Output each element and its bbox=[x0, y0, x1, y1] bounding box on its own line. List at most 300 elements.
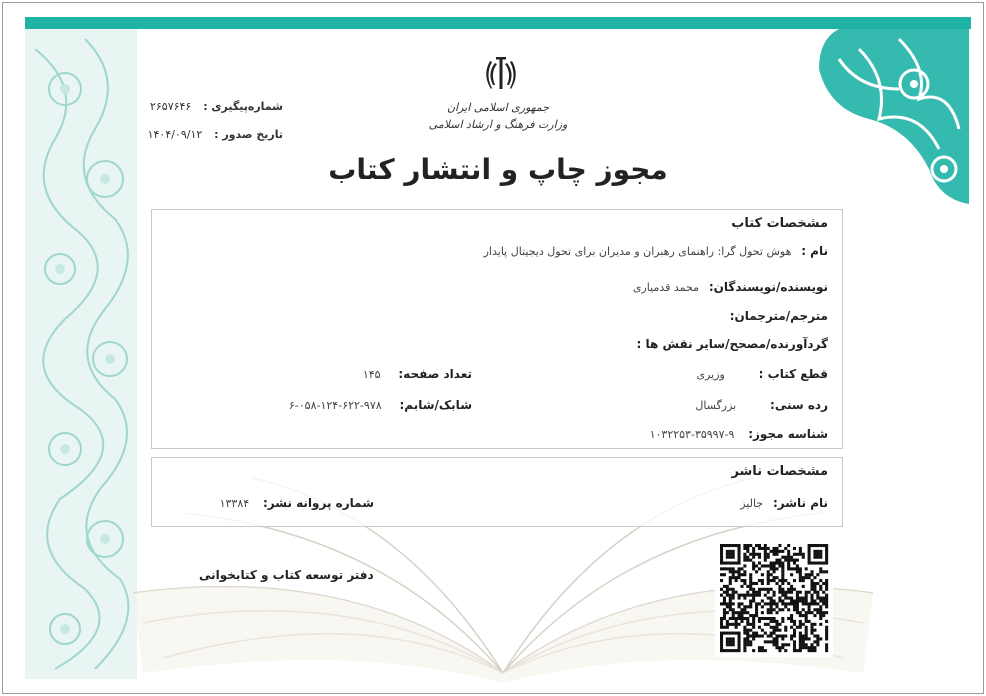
qr-module bbox=[729, 576, 732, 579]
qr-module bbox=[819, 579, 822, 582]
qr-module bbox=[775, 646, 778, 649]
qr-module bbox=[799, 576, 802, 579]
qr-module bbox=[813, 602, 816, 605]
qr-module bbox=[720, 579, 723, 582]
qr-module bbox=[793, 620, 796, 623]
qr-module bbox=[799, 623, 802, 626]
qr-module bbox=[740, 585, 743, 588]
book-name-label: نام : bbox=[801, 244, 828, 258]
top-accent-band bbox=[25, 17, 971, 29]
qr-module bbox=[767, 547, 770, 550]
qr-module bbox=[738, 573, 741, 576]
qr-module bbox=[749, 640, 752, 643]
qr-module bbox=[729, 582, 732, 585]
qr-module bbox=[746, 547, 749, 550]
qr-module bbox=[770, 599, 773, 602]
qr-module bbox=[740, 617, 743, 620]
qr-module bbox=[743, 553, 746, 556]
qr-module bbox=[746, 594, 749, 597]
qr-module bbox=[732, 608, 735, 611]
qr-module bbox=[767, 617, 770, 620]
qr-module bbox=[799, 591, 802, 594]
qr-module bbox=[775, 620, 778, 623]
qr-module bbox=[738, 649, 741, 652]
age-row bbox=[695, 398, 828, 412]
age-label: رده سنی: bbox=[770, 398, 828, 412]
qr-module bbox=[825, 629, 828, 632]
qr-module bbox=[819, 544, 822, 547]
qr-module bbox=[758, 602, 761, 605]
qr-module bbox=[822, 544, 825, 547]
pages-label: تعداد صفحه: bbox=[398, 367, 472, 381]
qr-module bbox=[746, 544, 749, 547]
qr-module bbox=[808, 550, 811, 553]
qr-module bbox=[825, 643, 828, 646]
qr-module bbox=[743, 582, 746, 585]
qr-module bbox=[738, 637, 741, 640]
format-label: قطع کتاب : bbox=[758, 367, 828, 381]
qr-module bbox=[805, 599, 808, 602]
qr-module bbox=[793, 643, 796, 646]
qr-module bbox=[723, 608, 726, 611]
qr-module bbox=[805, 576, 808, 579]
qr-module bbox=[738, 594, 741, 597]
qr-module bbox=[813, 553, 816, 556]
qr-module bbox=[770, 573, 773, 576]
qr-module bbox=[796, 594, 799, 597]
qr-module bbox=[738, 617, 741, 620]
qr-module bbox=[775, 550, 778, 553]
qr-module bbox=[825, 547, 828, 550]
qr-module bbox=[778, 646, 781, 649]
qr-module bbox=[799, 643, 802, 646]
qr-module bbox=[784, 649, 787, 652]
qr-module bbox=[738, 634, 741, 637]
qr-module bbox=[752, 550, 755, 553]
qr-module bbox=[726, 626, 729, 629]
qr-module bbox=[784, 634, 787, 637]
qr-module bbox=[732, 594, 735, 597]
qr-module bbox=[796, 597, 799, 600]
qr-module bbox=[825, 562, 828, 565]
qr-module bbox=[732, 614, 735, 617]
qr-module bbox=[775, 547, 778, 550]
qr-module bbox=[787, 567, 790, 570]
qr-module bbox=[802, 640, 805, 643]
qr-module bbox=[799, 611, 802, 614]
qr-module bbox=[738, 605, 741, 608]
qr-module bbox=[805, 626, 808, 629]
qr-module bbox=[770, 608, 773, 611]
qr-module bbox=[720, 567, 723, 570]
age-value: بزرگسال bbox=[695, 399, 737, 412]
qr-module bbox=[787, 544, 790, 547]
qr-module bbox=[816, 582, 819, 585]
qr-module bbox=[813, 556, 816, 559]
license-id-value: ۹-۳۵۹۹۷-۱۰۳۲۲۵۳ bbox=[649, 428, 735, 441]
qr-module bbox=[726, 605, 729, 608]
qr-module bbox=[805, 597, 808, 600]
qr-module bbox=[802, 614, 805, 617]
qr-module bbox=[816, 594, 819, 597]
qr-module bbox=[726, 640, 729, 643]
qr-module bbox=[723, 626, 726, 629]
qr-module bbox=[781, 564, 784, 567]
qr-module bbox=[749, 559, 752, 562]
qr-module bbox=[738, 559, 741, 562]
qr-module bbox=[746, 550, 749, 553]
qr-module bbox=[793, 605, 796, 608]
qr-module bbox=[761, 564, 764, 567]
qr-module bbox=[813, 629, 816, 632]
qr-module bbox=[764, 547, 767, 550]
qr-module bbox=[738, 632, 741, 635]
qr-module bbox=[784, 547, 787, 550]
qr-module bbox=[805, 594, 808, 597]
qr-module bbox=[746, 643, 749, 646]
qr-module bbox=[781, 556, 784, 559]
qr-module bbox=[720, 573, 723, 576]
qr-module bbox=[720, 637, 723, 640]
qr-module bbox=[813, 640, 816, 643]
qr-module bbox=[758, 588, 761, 591]
qr-module bbox=[743, 643, 746, 646]
qr-module bbox=[802, 579, 805, 582]
qr-module bbox=[729, 544, 732, 547]
qr-module bbox=[746, 632, 749, 635]
qr-module bbox=[799, 626, 802, 629]
qr-module bbox=[796, 602, 799, 605]
qr-module bbox=[732, 611, 735, 614]
qr-module bbox=[784, 605, 787, 608]
qr-module bbox=[799, 597, 802, 600]
qr-module bbox=[749, 576, 752, 579]
qr-module bbox=[767, 573, 770, 576]
tracking-value: ۲۶۵۷۶۴۶ bbox=[149, 100, 192, 113]
qr-module bbox=[738, 553, 741, 556]
qr-module bbox=[743, 617, 746, 620]
qr-module bbox=[735, 617, 738, 620]
qr-module bbox=[813, 576, 816, 579]
qr-module bbox=[729, 602, 732, 605]
qr-module bbox=[773, 637, 776, 640]
qr-module bbox=[720, 588, 723, 591]
qr-module bbox=[790, 585, 793, 588]
qr-module bbox=[773, 632, 776, 635]
qr-module bbox=[799, 637, 802, 640]
qr-module bbox=[790, 626, 793, 629]
qr-module bbox=[758, 634, 761, 637]
qr-module bbox=[773, 599, 776, 602]
qr-module bbox=[743, 556, 746, 559]
qr-module bbox=[778, 599, 781, 602]
isbn-label: شابک/شابم: bbox=[399, 398, 472, 412]
qr-module bbox=[773, 640, 776, 643]
qr-module bbox=[784, 602, 787, 605]
qr-module bbox=[726, 562, 729, 565]
qr-module bbox=[752, 556, 755, 559]
qr-module bbox=[787, 550, 790, 553]
qr-module bbox=[778, 579, 781, 582]
qr-module bbox=[802, 634, 805, 637]
ministry-signature bbox=[423, 99, 573, 133]
qr-module bbox=[793, 602, 796, 605]
qr-module bbox=[819, 605, 822, 608]
qr-module bbox=[767, 634, 770, 637]
qr-module bbox=[770, 605, 773, 608]
qr-module bbox=[787, 608, 790, 611]
qr-module bbox=[778, 544, 781, 547]
qr-module bbox=[723, 611, 726, 614]
qr-module bbox=[773, 553, 776, 556]
qr-module bbox=[778, 629, 781, 632]
qr-module bbox=[732, 643, 735, 646]
qr-module bbox=[796, 553, 799, 556]
qr-module bbox=[767, 564, 770, 567]
publisher-name-row bbox=[740, 496, 828, 510]
qr-module bbox=[787, 617, 790, 620]
qr-module bbox=[746, 634, 749, 637]
qr-module bbox=[732, 597, 735, 600]
qr-module bbox=[790, 614, 793, 617]
qr-module bbox=[816, 602, 819, 605]
qr-module bbox=[808, 611, 811, 614]
qr-module bbox=[738, 547, 741, 550]
qr-module bbox=[752, 553, 755, 556]
qr-module bbox=[740, 567, 743, 570]
qr-module bbox=[729, 567, 732, 570]
qr-module bbox=[752, 582, 755, 585]
qr-module bbox=[773, 643, 776, 646]
qr-module bbox=[726, 594, 729, 597]
authors-label: نویسنده/نویسندگان: bbox=[708, 280, 828, 294]
license-document bbox=[2, 2, 984, 694]
qr-module bbox=[796, 570, 799, 573]
qr-module bbox=[752, 620, 755, 623]
qr-module bbox=[775, 640, 778, 643]
qr-module bbox=[743, 573, 746, 576]
qr-module bbox=[787, 643, 790, 646]
qr-module bbox=[778, 623, 781, 626]
qr-module bbox=[723, 632, 726, 635]
qr-module bbox=[778, 608, 781, 611]
qr-module bbox=[802, 576, 805, 579]
qr-module bbox=[752, 567, 755, 570]
qr-module bbox=[770, 597, 773, 600]
qr-module bbox=[755, 544, 758, 547]
qr-module bbox=[810, 599, 813, 602]
qr-module bbox=[773, 576, 776, 579]
qr-module bbox=[720, 640, 723, 643]
qr-module bbox=[793, 623, 796, 626]
publisher-name-label: نام ناشر: bbox=[772, 496, 828, 510]
qr-module bbox=[775, 611, 778, 614]
qr-module bbox=[778, 597, 781, 600]
qr-module bbox=[749, 573, 752, 576]
qr-module bbox=[729, 570, 732, 573]
qr-module bbox=[764, 623, 767, 626]
qr-module bbox=[808, 608, 811, 611]
qr-module bbox=[808, 573, 811, 576]
qr-module bbox=[793, 567, 796, 570]
qr-module bbox=[738, 646, 741, 649]
qr-module bbox=[749, 588, 752, 591]
qr-module bbox=[781, 579, 784, 582]
qr-module bbox=[773, 620, 776, 623]
qr-module bbox=[758, 579, 761, 582]
authors-value: محمد قدمیاری bbox=[632, 281, 700, 294]
qr-module bbox=[819, 597, 822, 600]
qr-module bbox=[749, 553, 752, 556]
qr-module bbox=[758, 547, 761, 550]
qr-module bbox=[767, 588, 770, 591]
qr-module bbox=[732, 550, 735, 553]
qr-module bbox=[775, 643, 778, 646]
qr-module bbox=[816, 562, 819, 565]
qr-module bbox=[773, 617, 776, 620]
qr-module bbox=[819, 567, 822, 570]
qr-module bbox=[781, 620, 784, 623]
book-specs-box bbox=[151, 209, 843, 449]
qr-module bbox=[743, 637, 746, 640]
permit-row bbox=[220, 496, 374, 510]
qr-module bbox=[764, 632, 767, 635]
qr-module bbox=[802, 643, 805, 646]
qr-module bbox=[720, 553, 723, 556]
isbn-row bbox=[289, 398, 472, 412]
qr-module bbox=[802, 599, 805, 602]
qr-module bbox=[767, 570, 770, 573]
qr-module bbox=[816, 634, 819, 637]
qr-module bbox=[793, 649, 796, 652]
qr-module bbox=[746, 605, 749, 608]
qr-module bbox=[735, 626, 738, 629]
qr-module bbox=[723, 614, 726, 617]
qr-module bbox=[816, 643, 819, 646]
translators-label: مترجم/مترجمان: bbox=[729, 309, 828, 323]
qr-module bbox=[732, 544, 735, 547]
qr-module bbox=[732, 632, 735, 635]
qr-module bbox=[781, 594, 784, 597]
qr-module bbox=[726, 550, 729, 553]
qr-module bbox=[723, 602, 726, 605]
book-section-title: مشخصات کتاب bbox=[731, 216, 828, 231]
qr-module bbox=[778, 550, 781, 553]
qr-module bbox=[775, 602, 778, 605]
qr-module bbox=[738, 597, 741, 600]
qr-module bbox=[743, 632, 746, 635]
qr-module bbox=[813, 623, 816, 626]
qr-module bbox=[819, 623, 822, 626]
qr-module bbox=[819, 608, 822, 611]
qr-module bbox=[805, 620, 808, 623]
qr-module bbox=[732, 602, 735, 605]
qr-module bbox=[810, 643, 813, 646]
qr-module bbox=[810, 588, 813, 591]
qr-module bbox=[764, 649, 767, 652]
qr-module bbox=[816, 556, 819, 559]
tracking-label: شماره‌پیگیری : bbox=[203, 100, 283, 113]
qr-module bbox=[810, 562, 813, 565]
qr-module bbox=[720, 617, 723, 620]
qr-module bbox=[720, 634, 723, 637]
qr-module bbox=[767, 579, 770, 582]
qr-module bbox=[761, 588, 764, 591]
qr-module bbox=[778, 591, 781, 594]
qr-module bbox=[723, 585, 726, 588]
qr-module bbox=[816, 637, 819, 640]
permit-value: ۱۳۳۸۴ bbox=[219, 497, 250, 510]
qr-module bbox=[720, 646, 723, 649]
qr-module bbox=[796, 649, 799, 652]
qr-module bbox=[825, 594, 828, 597]
qr-module bbox=[787, 559, 790, 562]
qr-module bbox=[743, 559, 746, 562]
qr-module bbox=[808, 559, 811, 562]
qr-module bbox=[778, 649, 781, 652]
qr-module bbox=[808, 544, 811, 547]
qr-module bbox=[770, 602, 773, 605]
qr-module bbox=[729, 637, 732, 640]
qr-module bbox=[758, 567, 761, 570]
qr-module bbox=[813, 599, 816, 602]
qr-module bbox=[805, 591, 808, 594]
qr-module bbox=[758, 626, 761, 629]
qr-module bbox=[825, 605, 828, 608]
qr-module bbox=[825, 599, 828, 602]
qr-module bbox=[720, 649, 723, 652]
qr-module bbox=[752, 591, 755, 594]
permit-label: شماره پروانه نشر: bbox=[262, 496, 374, 510]
qr-module bbox=[810, 626, 813, 629]
qr-module bbox=[755, 582, 758, 585]
qr-module bbox=[720, 550, 723, 553]
qr-module bbox=[808, 646, 811, 649]
qr-module bbox=[761, 605, 764, 608]
qr-module bbox=[825, 597, 828, 600]
qr-module bbox=[781, 617, 784, 620]
qr-module bbox=[787, 588, 790, 591]
qr-module bbox=[799, 579, 802, 582]
qr-module bbox=[749, 605, 752, 608]
qr-module bbox=[749, 599, 752, 602]
qr-module bbox=[781, 550, 784, 553]
qr-module bbox=[816, 611, 819, 614]
license-id-label: شناسه مجوز: bbox=[748, 427, 828, 441]
qr-module bbox=[775, 605, 778, 608]
qr-module bbox=[770, 634, 773, 637]
qr-module bbox=[825, 611, 828, 614]
qr-module bbox=[778, 588, 781, 591]
qr-module bbox=[770, 564, 773, 567]
qr-module bbox=[793, 562, 796, 565]
qr-module bbox=[752, 649, 755, 652]
qr-module bbox=[764, 550, 767, 553]
qr-module bbox=[720, 620, 723, 623]
qr-module bbox=[726, 637, 729, 640]
qr-module bbox=[732, 649, 735, 652]
qr-module bbox=[819, 562, 822, 565]
qr-module bbox=[755, 608, 758, 611]
qr-module bbox=[799, 550, 802, 553]
qr-module bbox=[790, 556, 793, 559]
qr-module bbox=[761, 599, 764, 602]
qr-module bbox=[726, 649, 729, 652]
qr-module bbox=[810, 597, 813, 600]
qr-module bbox=[822, 562, 825, 565]
qr-module bbox=[819, 637, 822, 640]
qr-module bbox=[755, 614, 758, 617]
